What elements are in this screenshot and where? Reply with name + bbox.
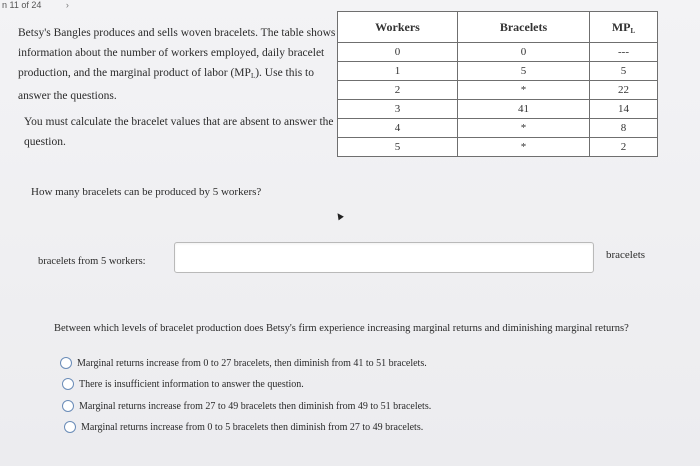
answer-unit: bracelets bbox=[606, 249, 646, 261]
header-mp-subscript: L bbox=[630, 26, 636, 35]
header-bracelets: Bracelets bbox=[458, 12, 590, 43]
header-mp-text: MP bbox=[611, 19, 631, 34]
option-1[interactable] bbox=[60, 357, 427, 369]
cell-mpl: 2 bbox=[590, 138, 658, 157]
table-row bbox=[338, 138, 658, 157]
radio-icon[interactable] bbox=[62, 378, 74, 390]
intro-text-end: ). Use this to answer the questions. bbox=[18, 67, 314, 102]
table-row bbox=[338, 43, 658, 62]
cell-mpl: 5 bbox=[590, 62, 658, 81]
option-3[interactable] bbox=[62, 400, 431, 412]
mp-subscript: L bbox=[250, 72, 256, 80]
cell-workers: 2 bbox=[338, 81, 458, 100]
header-workers: Workers bbox=[338, 12, 458, 43]
cell-mpl: 22 bbox=[590, 81, 658, 100]
option-4[interactable] bbox=[64, 421, 423, 433]
cell-mpl: 14 bbox=[590, 100, 658, 119]
option-4-label: Marginal returns increase from 0 to 5 bracelets then diminish from 27 to 49 bracelets. bbox=[81, 421, 424, 433]
header-mpl bbox=[590, 12, 658, 43]
cell-workers: 4 bbox=[338, 119, 458, 138]
table-row bbox=[338, 119, 658, 138]
cell-workers: 3 bbox=[338, 100, 458, 119]
option-2[interactable] bbox=[62, 378, 304, 390]
intro-text: Betsy's Bangles produces and sells woven bracelets. The table shows information about the number of workers employed, daily bracelet production, and the marginal product of labor (MP bbox=[18, 27, 336, 79]
chevron-right-icon[interactable]: › bbox=[65, 0, 69, 10]
question-2-text: Between which levels of bracelet production does Betsy's firm experience increasing marginal returns and diminishing marginal returns? bbox=[54, 323, 629, 334]
cell-bracelets: 41 bbox=[458, 100, 590, 119]
question-intro bbox=[18, 23, 336, 158]
table-header-row bbox=[338, 12, 658, 43]
cell-mpl: 8 bbox=[590, 119, 658, 138]
cell-bracelets: * bbox=[458, 119, 590, 138]
table-row bbox=[338, 100, 658, 119]
option-3-label: Marginal returns increase from 27 to 49 bracelets then diminish from 49 to 51 bracelets. bbox=[79, 400, 432, 412]
table-row bbox=[338, 62, 658, 81]
answer-label: bracelets from 5 workers: bbox=[38, 256, 146, 267]
bracelets-answer-input[interactable] bbox=[174, 242, 594, 273]
radio-icon[interactable] bbox=[64, 421, 76, 433]
production-table bbox=[337, 11, 658, 157]
option-1-label: Marginal returns increase from 0 to 27 bracelets, then diminish from 41 to 51 bracelets. bbox=[77, 357, 427, 369]
cell-bracelets: * bbox=[458, 138, 590, 157]
cell-bracelets: 5 bbox=[458, 62, 590, 81]
table-row bbox=[338, 81, 658, 100]
cell-bracelets: 0 bbox=[458, 43, 590, 62]
question-counter bbox=[0, 0, 69, 10]
intro-paragraph-2: You must calculate the bracelet values that are absent to answer the question. bbox=[24, 116, 334, 148]
cell-bracelets: * bbox=[458, 81, 590, 100]
option-2-label: There is insufficient information to answer the question. bbox=[79, 378, 304, 390]
question-counter-text: n 11 of 24 bbox=[2, 0, 42, 10]
mouse-pointer-icon: ▲ bbox=[331, 207, 348, 225]
intro-paragraph-1 bbox=[18, 23, 336, 106]
cell-mpl: --- bbox=[590, 43, 658, 62]
cell-workers: 1 bbox=[338, 62, 458, 81]
radio-icon[interactable] bbox=[60, 357, 72, 369]
question-1-text: How many bracelets can be produced by 5 workers? bbox=[31, 186, 262, 198]
radio-icon[interactable] bbox=[62, 400, 74, 412]
cell-workers: 5 bbox=[338, 138, 458, 157]
cell-workers: 0 bbox=[338, 43, 458, 62]
